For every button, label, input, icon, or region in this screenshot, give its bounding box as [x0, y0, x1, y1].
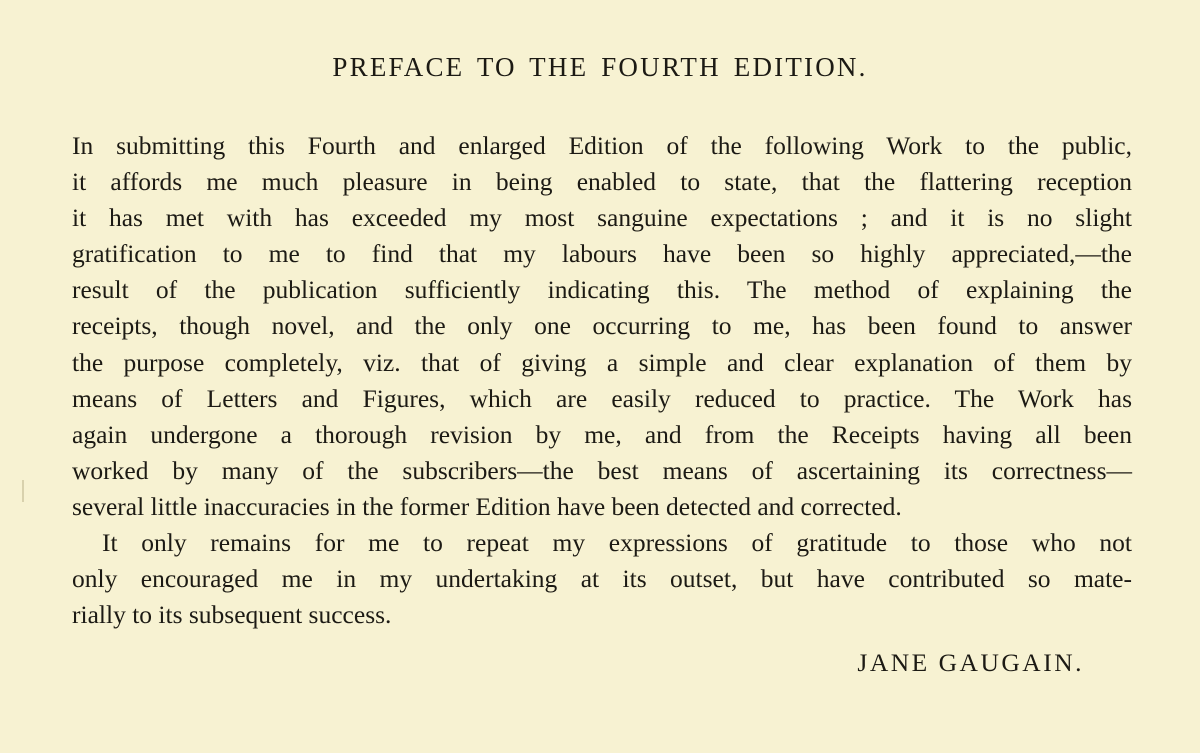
paragraph-1	[72, 128, 1132, 525]
text-line: several little inaccuracies in the former Edition have been detected and corrected.	[72, 491, 902, 521]
text-line: the purpose completely, viz. that of giving a simple and clear explanation of them by	[72, 347, 1132, 377]
text-line: means of Letters and Figures, which are easily reduced to practice. The Work has	[72, 383, 1132, 413]
preface-title: PREFACE TO THE FOURTH EDITION.	[332, 52, 868, 82]
author-signature: JANE GAUGAIN.	[857, 648, 1084, 677]
text-line: It only remains for me to repeat my expressions of gratitude to those who not	[102, 528, 1132, 558]
text-line: result of the publication sufficiently indicating this. The method of explaining the	[72, 275, 1132, 305]
margin-mark	[22, 480, 24, 502]
text-line: In submitting this Fourth and enlarged Edition of the following Work to the public,	[72, 131, 1132, 160]
text-line: only encouraged me in my undertaking at its outset, but have contributed so mate-	[72, 564, 1132, 594]
paragraph-2	[72, 525, 1132, 633]
preface-body	[72, 128, 1132, 633]
text-line: it affords me much pleasure in being enabled to state, that the flattering reception	[72, 167, 1132, 197]
text-line: rially to its subsequent success.	[72, 600, 392, 630]
text-line: worked by many of the subscribers—the best means of ascertaining its correctness—	[72, 455, 1132, 485]
text-line: receipts, though novel, and the only one occurring to me, has been found to answer	[72, 311, 1132, 341]
text-line: gratification to me to find that my labours have been so highly appreciated,—the	[72, 239, 1132, 269]
text-line: again undergone a thorough revision by me, and from the Receipts having all been	[72, 419, 1132, 449]
text-line: it has met with has exceeded my most sanguine expectations ; and it is no slight	[72, 203, 1132, 233]
